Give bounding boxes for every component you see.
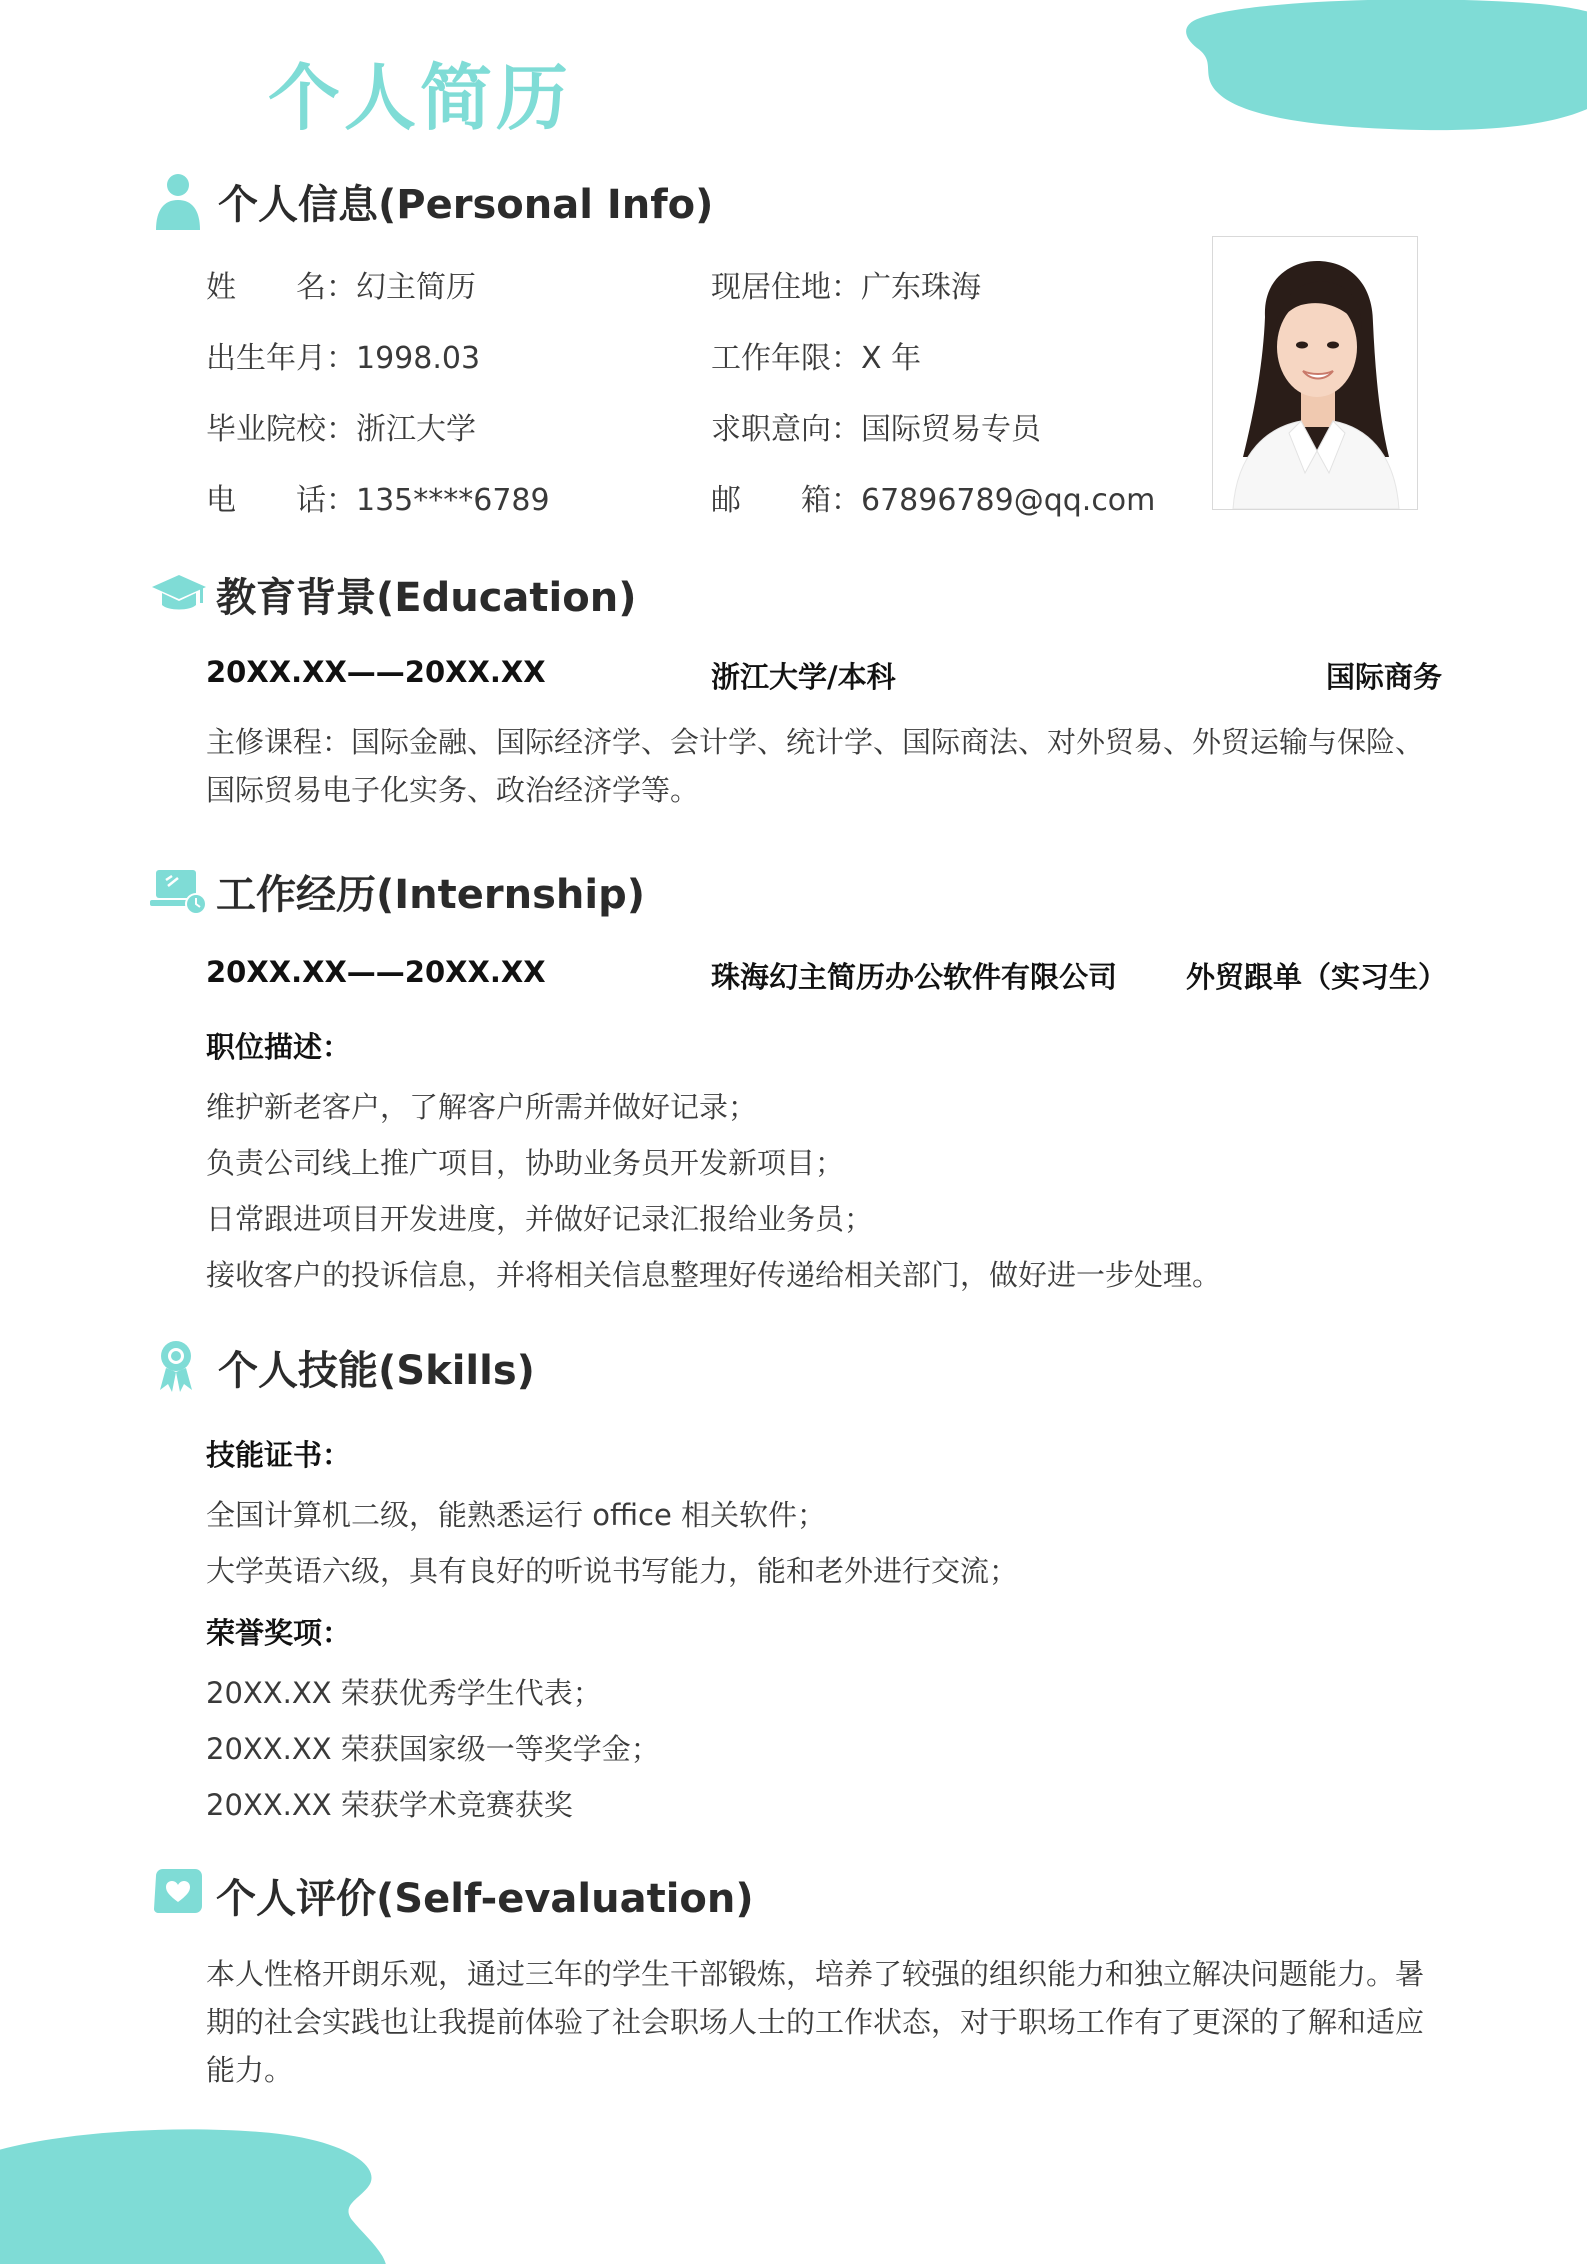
skills-cert-item: 大学英语六级，具有良好的听说书写能力，能和老外进行交流； [206, 1554, 1019, 1588]
skills-cert-item: 全国计算机二级，能熟悉运行 office 相关软件； [206, 1498, 827, 1532]
field-label: 毕业院校： [206, 412, 356, 447]
work-item: 日常跟进项目开发进度，并做好记录汇报给业务员； [206, 1202, 874, 1236]
person-icon [152, 172, 210, 230]
evaluation-text: 本人性格开朗乐观，通过三年的学生干部锻炼，培养了较强的组织能力和独立解决问题能力。暑期的社会实践也让我提前体验了社会职场人士的工作状态，对于职场工作有了更深的了解和适应能力。 [206, 1957, 1425, 2087]
skills-honor-item: 20XX.XX 荣获学术竞赛获奖 [206, 1788, 573, 1822]
resume-title: 个人简历 [268, 56, 573, 140]
info-school [206, 404, 476, 448]
skills-honor-item: 20XX.XX 荣获国家级一等奖学金； [206, 1732, 660, 1766]
section-title: 个人评价(Self-evaluation) [216, 1875, 754, 1922]
field-label: 姓 名： [206, 270, 356, 305]
field-value: 67896789@qq.com [861, 483, 1156, 518]
profile-photo [1212, 236, 1418, 510]
info-birth [206, 333, 480, 377]
field-value: X 年 [861, 341, 922, 376]
section-title: 工作经历(Internship) [216, 871, 646, 918]
skills-honor-label: 荣誉奖项： [206, 1616, 352, 1650]
field-value: 浙江大学 [356, 412, 476, 447]
work-item: 维护新老客户，了解客户所需并做好记录； [206, 1090, 758, 1124]
field-label: 现居住地： [711, 270, 861, 305]
education-courses: 主修课程：国际金融、国际经济学、会计学、统计学、国际商法、对外贸易、外贸运输与保险、国际贸易电子化实务、政治经济学等。 [206, 725, 1425, 807]
work-company: 珠海幻主简历办公软件有限公司 [711, 960, 1118, 994]
info-name [206, 262, 476, 306]
info-job-intention [711, 404, 1041, 448]
info-email [711, 475, 1155, 519]
section-work [150, 862, 645, 920]
field-value: 135****6789 [356, 483, 550, 518]
field-value: 广东珠海 [861, 270, 981, 305]
field-label: 邮 箱： [711, 483, 861, 518]
laptop-clock-icon [150, 862, 208, 920]
profile-photo-illustration [1213, 237, 1417, 509]
section-title: 教育背景(Education) [216, 574, 637, 621]
section-skills [152, 1338, 535, 1396]
info-experience-years [711, 333, 921, 377]
section-title: 个人技能(Skills) [218, 1347, 535, 1394]
education-school: 浙江大学/本科 [711, 660, 896, 694]
work-desc-label: 职位描述： [206, 1030, 352, 1064]
field-label: 出生年月： [206, 341, 356, 376]
section-title: 个人信息(Personal Info) [218, 181, 714, 228]
work-period: 20XX.XX——20XX.XX [206, 955, 546, 989]
award-ribbon-icon [152, 1338, 210, 1396]
decorative-blob-top [1172, 0, 1587, 132]
decorative-blob-bottom [0, 2124, 440, 2264]
info-residence [711, 262, 981, 306]
education-period: 20XX.XX——20XX.XX [206, 655, 546, 689]
section-education [150, 565, 637, 623]
section-evaluation [150, 1866, 754, 1924]
info-phone [206, 475, 550, 519]
field-value: 幻主简历 [356, 270, 476, 305]
work-item: 负责公司线上推广项目，协助业务员开发新项目； [206, 1146, 845, 1180]
field-label: 求职意向： [711, 412, 861, 447]
heart-bubble-icon [150, 1866, 208, 1924]
field-value: 国际贸易专员 [861, 412, 1041, 447]
field-value: 1998.03 [356, 341, 481, 376]
work-item: 接收客户的投诉信息，并将相关信息整理好传递给相关部门，做好进一步处理。 [206, 1258, 1222, 1292]
section-personal-info [152, 172, 713, 230]
field-label: 工作年限： [711, 341, 861, 376]
skills-honor-item: 20XX.XX 荣获优秀学生代表； [206, 1676, 602, 1710]
skills-cert-label: 技能证书： [206, 1438, 352, 1472]
field-label: 电 话： [206, 483, 356, 518]
education-major: 国际商务 [1326, 660, 1443, 694]
graduation-cap-icon [150, 565, 208, 623]
work-position: 外贸跟单（实习生） [1186, 960, 1448, 994]
